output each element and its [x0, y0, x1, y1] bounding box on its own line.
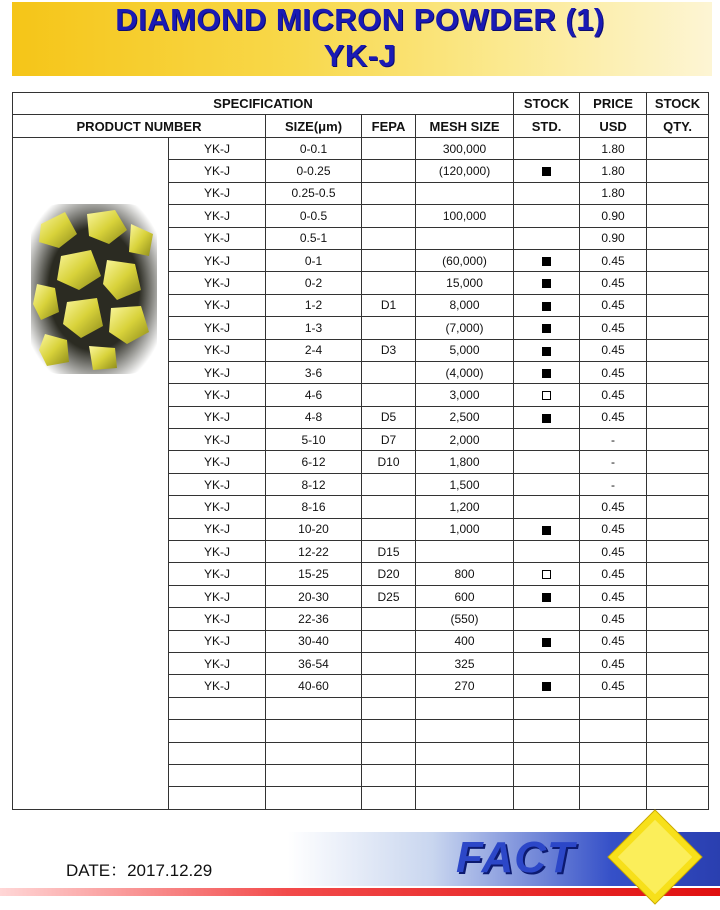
stock-filled-square-icon	[542, 526, 551, 535]
mesh-size-cell: 2,000	[416, 429, 514, 451]
price-cell: 0.45	[580, 249, 647, 271]
size-cell: 6-12	[266, 451, 362, 473]
product-number-cell: YK-J	[169, 317, 266, 339]
price-cell: 0.45	[580, 652, 647, 674]
size-cell: 40-60	[266, 675, 362, 697]
product-number-cell: YK-J	[169, 473, 266, 495]
size-cell: 0-2	[266, 272, 362, 294]
size-cell: 0.25-0.5	[266, 182, 362, 204]
size-cell: 15-25	[266, 563, 362, 585]
stock-qty-cell	[647, 630, 709, 652]
mesh-size-cell	[416, 764, 514, 786]
product-number-cell: YK-J	[169, 563, 266, 585]
fepa-cell	[362, 249, 416, 271]
product-number-cell: YK-J	[169, 205, 266, 227]
fepa-cell: D1	[362, 294, 416, 316]
mesh-size-cell: (550)	[416, 608, 514, 630]
stock-qty-cell	[647, 249, 709, 271]
stock-std-cell	[514, 227, 580, 249]
product-number-cell: YK-J	[169, 272, 266, 294]
stock-qty-cell	[647, 787, 709, 809]
product-number-cell: YK-J	[169, 518, 266, 540]
size-cell: 1-3	[266, 317, 362, 339]
product-number-cell: YK-J	[169, 182, 266, 204]
mesh-size-cell	[416, 720, 514, 742]
fepa-cell	[362, 608, 416, 630]
mesh-size-cell: 800	[416, 563, 514, 585]
page-subtitle: YK-J	[323, 38, 397, 73]
stock-std-cell	[514, 518, 580, 540]
mesh-size-cell: (4,000)	[416, 361, 514, 383]
mesh-size-cell: 2,500	[416, 406, 514, 428]
stock-qty-cell	[647, 384, 709, 406]
price-cell: 0.45	[580, 518, 647, 540]
stock-qty-cell	[647, 361, 709, 383]
stock-std-cell	[514, 585, 580, 607]
size-cell: 0-0.25	[266, 160, 362, 182]
stock-std-cell	[514, 451, 580, 473]
stock-qty-cell	[647, 451, 709, 473]
stock-filled-square-icon	[542, 369, 551, 378]
price-header-top: PRICE	[580, 93, 647, 115]
mesh-size-cell: 15,000	[416, 272, 514, 294]
price-cell: 1.80	[580, 160, 647, 182]
size-cell: 8-16	[266, 496, 362, 518]
stock-qty-cell	[647, 205, 709, 227]
product-number-cell	[169, 697, 266, 719]
table-row	[13, 138, 709, 160]
price-cell: 0.45	[580, 317, 647, 339]
stock-qty-cell	[647, 317, 709, 339]
stock-qty-cell	[647, 294, 709, 316]
mesh-size-header: MESH SIZE	[416, 115, 514, 138]
stock-qty-cell	[647, 138, 709, 160]
price-cell: 0.45	[580, 406, 647, 428]
fepa-cell	[362, 272, 416, 294]
stock-qty-cell	[647, 182, 709, 204]
stock-std-cell	[514, 608, 580, 630]
product-number-cell: YK-J	[169, 249, 266, 271]
fepa-cell	[362, 742, 416, 764]
stock-qty-cell	[647, 429, 709, 451]
stock-filled-square-icon	[542, 302, 551, 311]
product-number-cell: YK-J	[169, 652, 266, 674]
stock-qty-cell	[647, 608, 709, 630]
fepa-cell: D3	[362, 339, 416, 361]
date-label: DATE：2017.12.29	[66, 861, 213, 880]
product-number-cell: YK-J	[169, 294, 266, 316]
fepa-cell: D20	[362, 563, 416, 585]
size-cell: 0.5-1	[266, 227, 362, 249]
size-cell: 0-0.1	[266, 138, 362, 160]
size-cell: 1-2	[266, 294, 362, 316]
product-number-cell: YK-J	[169, 138, 266, 160]
stock-qty-cell	[647, 518, 709, 540]
stock-std-cell	[514, 473, 580, 495]
price-cell	[580, 720, 647, 742]
product-number-cell: YK-J	[169, 608, 266, 630]
fepa-cell	[362, 227, 416, 249]
stock-std-cell	[514, 339, 580, 361]
stock-qty-cell	[647, 541, 709, 563]
stock-std-cell	[514, 630, 580, 652]
size-header: SIZE(μm)	[266, 115, 362, 138]
mesh-size-cell: 100,000	[416, 205, 514, 227]
fepa-cell: D10	[362, 451, 416, 473]
mesh-size-cell: (60,000)	[416, 249, 514, 271]
size-cell: 8-12	[266, 473, 362, 495]
product-number-cell: YK-J	[169, 675, 266, 697]
price-cell: 0.45	[580, 496, 647, 518]
mesh-size-cell	[416, 787, 514, 809]
stock-qty-cell	[647, 496, 709, 518]
stock-std-cell	[514, 249, 580, 271]
fepa-cell: D5	[362, 406, 416, 428]
price-cell: 0.45	[580, 630, 647, 652]
product-number-cell: YK-J	[169, 585, 266, 607]
mesh-size-cell	[416, 742, 514, 764]
size-cell	[266, 720, 362, 742]
product-number-cell: YK-J	[169, 160, 266, 182]
specification-table	[12, 92, 709, 810]
stock-qty-cell	[647, 227, 709, 249]
price-cell	[580, 697, 647, 719]
specification-header: SPECIFICATION	[13, 93, 514, 115]
price-cell: 0.45	[580, 541, 647, 563]
price-cell: 0.45	[580, 675, 647, 697]
stock-filled-square-icon	[542, 167, 551, 176]
stock-qty-header-top: STOCK	[647, 93, 709, 115]
mesh-size-cell: 1,800	[416, 451, 514, 473]
price-cell	[580, 742, 647, 764]
mesh-size-cell: (7,000)	[416, 317, 514, 339]
stock-qty-cell	[647, 764, 709, 786]
fepa-cell	[362, 675, 416, 697]
fepa-cell: D7	[362, 429, 416, 451]
size-cell: 36-54	[266, 652, 362, 674]
mesh-size-cell: 1,000	[416, 518, 514, 540]
mesh-size-cell: 8,000	[416, 294, 514, 316]
mesh-size-cell: 300,000	[416, 138, 514, 160]
size-cell	[266, 742, 362, 764]
product-number-cell: YK-J	[169, 496, 266, 518]
stock-std-cell	[514, 675, 580, 697]
price-cell: 1.80	[580, 182, 647, 204]
stock-qty-cell	[647, 742, 709, 764]
product-number-cell	[169, 764, 266, 786]
fepa-cell	[362, 361, 416, 383]
stock-std-cell	[514, 272, 580, 294]
stock-open-square-icon	[542, 391, 551, 400]
size-cell	[266, 787, 362, 809]
fepa-cell	[362, 518, 416, 540]
product-number-cell: YK-J	[169, 541, 266, 563]
stock-std-cell	[514, 205, 580, 227]
mesh-size-cell: 600	[416, 585, 514, 607]
stock-filled-square-icon	[542, 257, 551, 266]
fepa-cell	[362, 182, 416, 204]
mesh-size-cell: 400	[416, 630, 514, 652]
fepa-cell	[362, 473, 416, 495]
price-cell: 0.90	[580, 227, 647, 249]
mesh-size-cell: 325	[416, 652, 514, 674]
price-cell: 0.45	[580, 294, 647, 316]
price-cell: 0.45	[580, 339, 647, 361]
price-cell	[580, 787, 647, 809]
stock-filled-square-icon	[542, 347, 551, 356]
stock-qty-cell	[647, 160, 709, 182]
size-cell: 0-1	[266, 249, 362, 271]
price-cell	[580, 764, 647, 786]
size-cell: 2-4	[266, 339, 362, 361]
product-number-cell: YK-J	[169, 630, 266, 652]
fepa-cell	[362, 317, 416, 339]
fepa-cell	[362, 787, 416, 809]
stock-filled-square-icon	[542, 682, 551, 691]
stock-std-cell	[514, 384, 580, 406]
size-cell: 10-20	[266, 518, 362, 540]
stock-std-cell	[514, 182, 580, 204]
stock-std-cell	[514, 294, 580, 316]
product-number-cell: YK-J	[169, 451, 266, 473]
fepa-cell	[362, 630, 416, 652]
fepa-cell	[362, 720, 416, 742]
stock-std-cell	[514, 160, 580, 182]
stock-std-cell	[514, 652, 580, 674]
fepa-cell: D25	[362, 585, 416, 607]
stock-std-cell	[514, 406, 580, 428]
price-cell: 0.45	[580, 272, 647, 294]
stock-filled-square-icon	[542, 638, 551, 647]
fepa-cell	[362, 138, 416, 160]
product-number-cell: YK-J	[169, 227, 266, 249]
stock-qty-cell	[647, 652, 709, 674]
product-number-cell: YK-J	[169, 384, 266, 406]
price-cell: 1.80	[580, 138, 647, 160]
mesh-size-cell: 1,500	[416, 473, 514, 495]
product-number-header: PRODUCT NUMBER	[13, 115, 266, 138]
stock-qty-cell	[647, 339, 709, 361]
price-cell: -	[580, 473, 647, 495]
page-title: DIAMOND MICRON POWDER (1)	[115, 2, 605, 37]
stock-qty-header-bottom: QTY.	[647, 115, 709, 138]
product-image-cell	[13, 138, 169, 810]
mesh-size-cell	[416, 182, 514, 204]
stock-qty-cell	[647, 697, 709, 719]
price-header-bottom: USD	[580, 115, 647, 138]
stock-qty-cell	[647, 272, 709, 294]
stock-std-cell	[514, 541, 580, 563]
stock-std-header-top: STOCK	[514, 93, 580, 115]
product-number-cell: YK-J	[169, 429, 266, 451]
stock-std-cell	[514, 764, 580, 786]
mesh-size-cell	[416, 541, 514, 563]
price-cell: -	[580, 451, 647, 473]
diamond-logo-icon	[606, 808, 704, 906]
stock-std-header-bottom: STD.	[514, 115, 580, 138]
stock-std-cell	[514, 361, 580, 383]
fepa-cell	[362, 205, 416, 227]
fepa-cell	[362, 697, 416, 719]
price-cell: -	[580, 429, 647, 451]
fepa-cell: D15	[362, 541, 416, 563]
stock-qty-cell	[647, 585, 709, 607]
stock-std-cell	[514, 742, 580, 764]
size-cell: 5-10	[266, 429, 362, 451]
size-cell: 4-6	[266, 384, 362, 406]
mesh-size-cell: (120,000)	[416, 160, 514, 182]
stock-std-cell	[514, 496, 580, 518]
fact-logo-text: FACT	[456, 833, 575, 882]
fepa-cell	[362, 496, 416, 518]
stock-qty-cell	[647, 473, 709, 495]
mesh-size-cell	[416, 697, 514, 719]
size-cell: 3-6	[266, 361, 362, 383]
mesh-size-cell: 270	[416, 675, 514, 697]
product-number-cell: YK-J	[169, 339, 266, 361]
product-number-cell	[169, 787, 266, 809]
price-cell: 0.45	[580, 563, 647, 585]
stock-qty-cell	[647, 675, 709, 697]
stock-qty-cell	[647, 406, 709, 428]
stock-std-cell	[514, 138, 580, 160]
size-cell: 0-0.5	[266, 205, 362, 227]
stock-std-cell	[514, 317, 580, 339]
size-cell: 20-30	[266, 585, 362, 607]
fepa-cell	[362, 652, 416, 674]
stock-std-cell	[514, 787, 580, 809]
product-number-cell	[169, 742, 266, 764]
price-cell: 0.45	[580, 608, 647, 630]
product-number-cell: YK-J	[169, 406, 266, 428]
stock-qty-cell	[647, 563, 709, 585]
fepa-cell	[362, 764, 416, 786]
mesh-size-cell: 1,200	[416, 496, 514, 518]
stock-filled-square-icon	[542, 414, 551, 423]
price-cell: 0.45	[580, 361, 647, 383]
stock-std-cell	[514, 720, 580, 742]
mesh-size-cell	[416, 227, 514, 249]
stock-filled-square-icon	[542, 593, 551, 602]
stock-filled-square-icon	[542, 279, 551, 288]
product-number-cell	[169, 720, 266, 742]
mesh-size-cell: 5,000	[416, 339, 514, 361]
size-cell: 22-36	[266, 608, 362, 630]
stock-std-cell	[514, 697, 580, 719]
size-cell	[266, 764, 362, 786]
stock-filled-square-icon	[542, 324, 551, 333]
fepa-cell	[362, 384, 416, 406]
price-cell: 0.45	[580, 585, 647, 607]
stock-std-cell	[514, 563, 580, 585]
size-cell: 30-40	[266, 630, 362, 652]
stock-std-cell	[514, 429, 580, 451]
mesh-size-cell: 3,000	[416, 384, 514, 406]
stock-open-square-icon	[542, 570, 551, 579]
size-cell: 12-22	[266, 541, 362, 563]
price-cell: 0.45	[580, 384, 647, 406]
size-cell	[266, 697, 362, 719]
size-cell: 4-8	[266, 406, 362, 428]
fepa-header: FEPA	[362, 115, 416, 138]
product-number-cell: YK-J	[169, 361, 266, 383]
stock-qty-cell	[647, 720, 709, 742]
price-cell: 0.90	[580, 205, 647, 227]
fepa-cell	[362, 160, 416, 182]
diamond-crystals-image	[31, 204, 157, 374]
